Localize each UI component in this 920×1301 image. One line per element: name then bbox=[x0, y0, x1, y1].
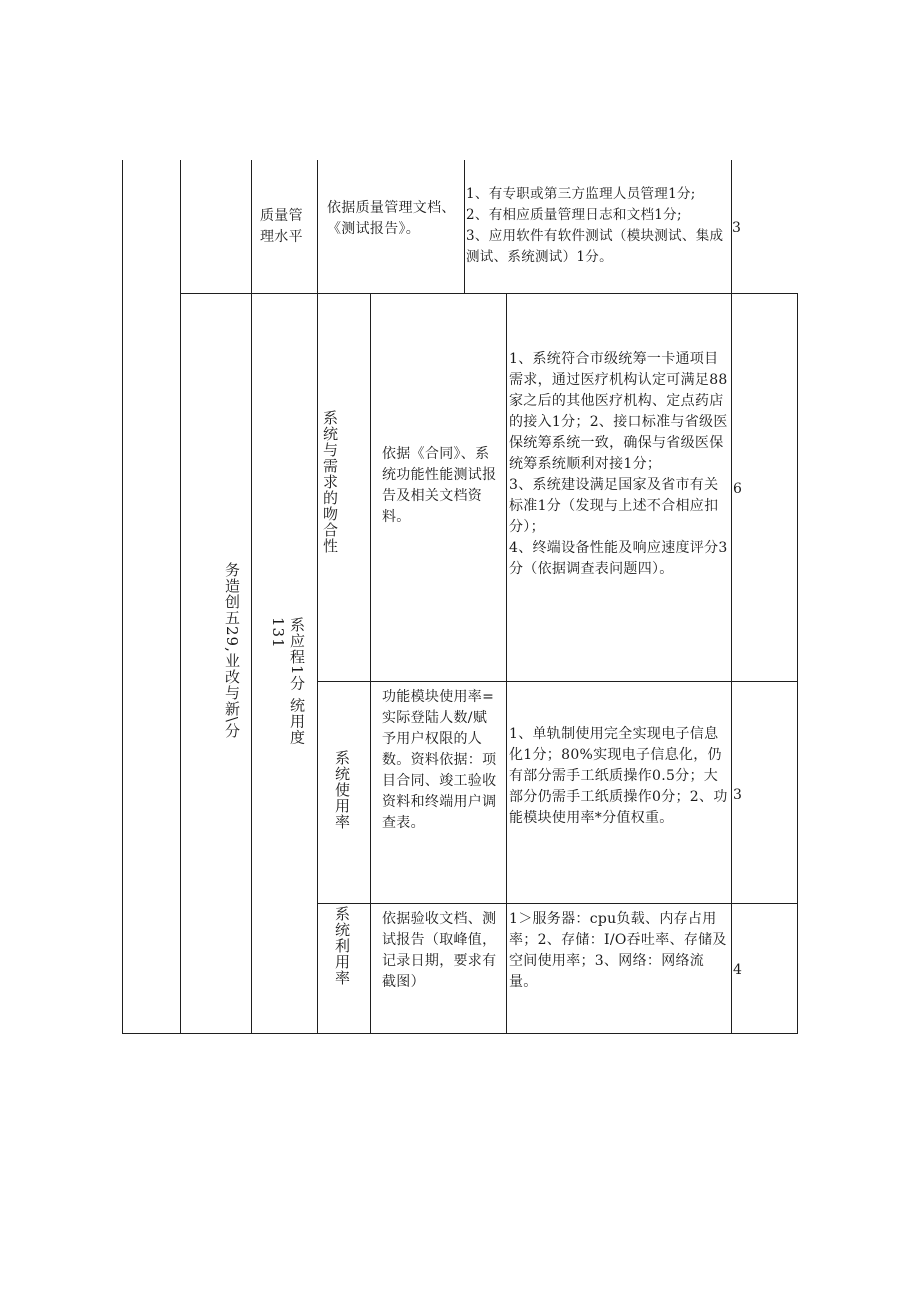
col-line-5 bbox=[370, 293, 371, 1034]
usage-indicator: 系统使用率 bbox=[333, 750, 351, 830]
quality-criteria: 1、有专职或第三方监理人员管理1分; 2、有相应质量管理日志和文档1分; 3、应用软件有软件测试（模块测试、集成测试、系统测试）1分。 bbox=[466, 186, 724, 265]
quality-indicator: 质量管理水平 bbox=[260, 208, 303, 245]
table-bottom-border bbox=[122, 1033, 798, 1034]
col-line-5-top bbox=[464, 160, 465, 294]
row-divider-quality bbox=[180, 293, 798, 294]
category-label: 务造创五29,业改与新\分 bbox=[223, 562, 241, 739]
utilization-score: 4 bbox=[733, 962, 742, 978]
utilization-criteria: 1＞服务器：cpu负载、内存占用率；2、存储：I/O吞吐率、存储及空间使用率；3、网络：网络流量。 bbox=[509, 911, 727, 990]
col-line-1 bbox=[122, 160, 123, 1034]
quality-score: 3 bbox=[732, 220, 741, 236]
usage-basis: 功能模块使用率=实际登陆人数/赋予用户权限的人数。资料依据：项目合同、竣工验收资料和终端用户调查表。 bbox=[382, 689, 497, 831]
row-divider-fit bbox=[317, 681, 798, 682]
col-line-8 bbox=[797, 293, 798, 1034]
row-divider-usage bbox=[317, 903, 798, 904]
utilization-basis: 依据验收文档、测试报告（取峰值，记录日期，要求有截图） bbox=[382, 911, 497, 990]
col-line-2 bbox=[180, 160, 181, 1034]
usage-score: 3 bbox=[733, 787, 742, 803]
quality-basis: 依据质量管理文档、《测试报告》。 bbox=[327, 200, 456, 237]
subcategory-label: 系应程1分 统用度131 bbox=[269, 617, 306, 746]
utilization-indicator: 系统利用率 bbox=[333, 906, 351, 986]
fit-score: 6 bbox=[733, 481, 742, 497]
fit-basis: 依据《合同》、系统功能性能测试报告及相关文档资料。 bbox=[382, 446, 497, 525]
fit-criteria: 1、系统符合市级统筹一卡通项目需求，通过医疗机构认定可满足88家之后的其他医疗机构、定点药店的接入1分；2、接口标准与省级医保统筹系统一致，确保与省级医保统筹系统顺利对接1分； 3、系统建设满足国家及省市有关标准1分（发现与上述不合相应扣分）； 4、终端设备性能及响应速度评分3分（依据调查表问题四）。 bbox=[509, 351, 728, 577]
col-line-4 bbox=[317, 160, 318, 1034]
fit-indicator: 系统与需求的吻合性 bbox=[321, 410, 339, 554]
col-line-3 bbox=[251, 160, 252, 1034]
col-line-7 bbox=[731, 160, 732, 1034]
col-line-6 bbox=[506, 293, 507, 1034]
usage-criteria: 1、单轨制使用完全实现电子信息化1分；80%实现电子信息化，仍有部分需手工纸质操作0.5分；大部分仍需手工纸质操作0分；2、功能模块使用率*分值权重。 bbox=[509, 726, 728, 826]
